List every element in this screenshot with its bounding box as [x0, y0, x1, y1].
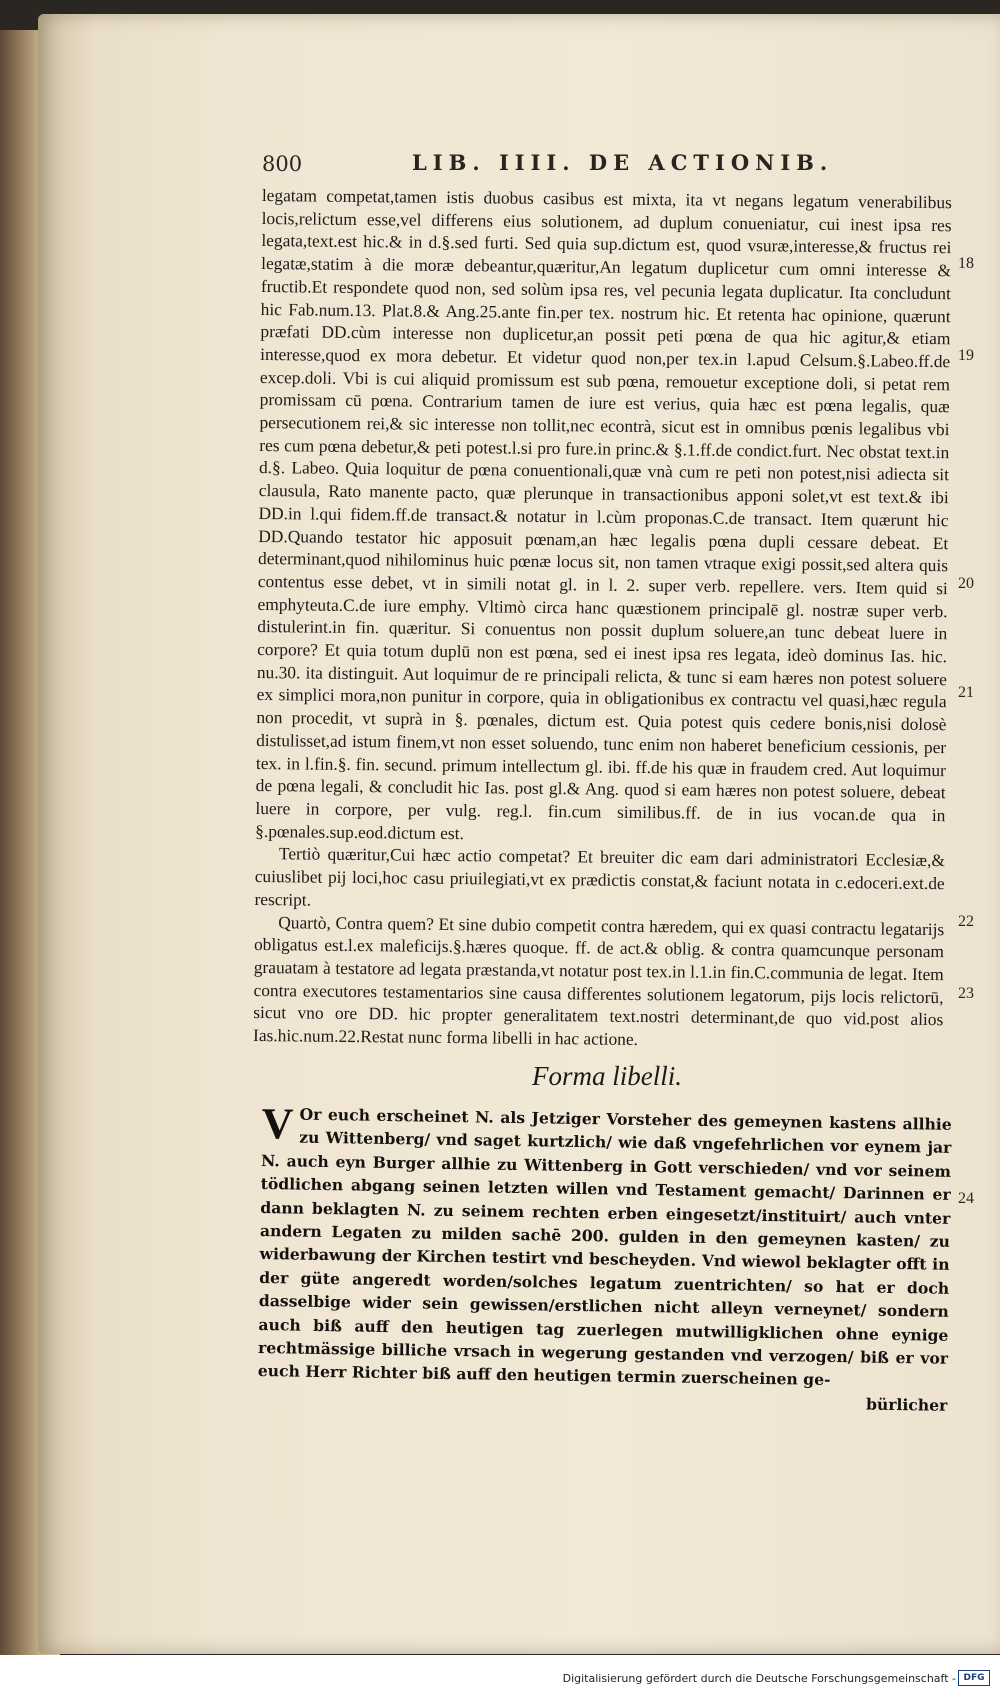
margin-number: 23 — [958, 985, 974, 1002]
catchword: bürlicher — [865, 1394, 948, 1415]
page-content — [252, 150, 952, 1415]
digitization-footer — [0, 1660, 1000, 1697]
latin-paragraph-1: legatam competat,tamen istis duobus casibus est mixta, ita vt negans legatum venerabilibus locis,relictum esse,vel differens eius solutionem, ad duplum conueniatur, cui inest ipsa res legata,text.est hic.& in d.§.sed furti. Sed quia sup.dictum est, quod vsuræ,interesse,& fructus rei legatæ,statim à die moræ debeantur,quæritur,An legatum duplicetur cum omni interesse & fructib.Et respondete quod non, sed solùm ipsa res, vel pecunia legata duplicatur. Ita concludunt hic Fab.num.13. Plat.8.& Ang.25.ante fin.per tex. nostrum hic. Et retenta hac opinione, quærunt præfati DD.cùm interesse non duplicetur,an possit peti pœna de qua hic agitur,& etiam interesse,quod ex mora debetur. Et videtur quod non,per tex.in l.apud Celsum.§.Labeo.ff.de excep.doli. Vbi is cui aliquid promissum est sub pœna, remouetur exceptione doli, si petat rem promissam cū pœna. Contrarium tamen de iure est verius, quia hæc est pœna legalis, quæ persecutionem rei,& sic interesse non tollit,nec econtrà, sicut est in omnibus pœnis legalibus vbi res cum pœna debetur,& peti potest.l.si pro fure.in princ.& §.1.ff.de condict.furt. Nec obstat text.in d.§. Labeo. Quia loquitur de pœna conuentionali,quæ vnà cum re peti non potest,nisi adiecta sit clausula, Rato manente pacto, quæ plerunque in transactionibus apponi solet,vt est text.& ibi DD.in l.qui fidem.ff.de transact.& notatur in l.cùm proponas.C.de transact. Item quærunt hic DD.Quando testator hic apposuit pœnam,an hæc legalis pœna dupli cessare debeat. Et determinant,quod nihilominus huic pœnæ locus sit, non tamen vtraque exigi possit,sed altera quis contentus esse debet, vt in simili notat gl. in l. 2. super verb. repellere. vers. Item quid si emphyteuta.C.de iure emphy. Vltimò circa hanc quæstionem principalē gl. nostræ super verb. distulerint.in fin. quæritur. Si conuentus non possit duplum soluere,an tunc debeat luere in corpore? Et quia totum duplū non est pœna, sed ei inest ipsa res legata, ideò dominus Ias. hic. nu.30. ita distinguit. Aut loquimur de re principali relicta, & tunc si eam hæres non potest soluere ex simplici mora,non punitur in corpore, quia in obligationibus ex contractu vel quasi,hæc regula non procedit, vt suprà in §. pœnales, dictum est. Quia potest quis cedere bonis,nisi dolosè distulisset,ad istum finem,vt non esset soluendo, tunc enim non haberet beneficium cessionis, per tex. in l.fin.§. fin. secund. primum intellectum gl. ibi. ff.de his quæ in fraudem cred. Aut loquimur de pœna legali, & concludit hic Ias. post gl.& Ang. quod si eam hæres non potest soluere, debeat luere in corpore, per vulg. reg.l. fin.cum similibus.ff. de in ius vocan.de qua in §.pœnales.sup.eod.dictum est. — [255, 184, 952, 843]
running-head-title: LIB. IIII. DE ACTIONIB. — [412, 150, 834, 175]
margin-number: 18 — [958, 255, 974, 272]
margin-number: 19 — [958, 347, 974, 364]
latin-paragraph-2: Tertiò quæritur,Cui hæc actio competat? Et breuiter dic eam dari administratori Ecclesiæ,& cuiuslibet pij loci,hoc casu priuilegiati,vt ex prædictis constat,& faciunt notata in c.edoceri.ext.de rescript. — [254, 843, 946, 910]
german-body: Or euch erscheinet N. als Jetziger Vorsteher des gemeynen kastens allhie zu Wittenberg/ vnd saget kurtzlich/ wie daß vngefehrlichen vor eynem jar N. auch eyn Burger allhie zu Wittenberg in Gott verschieden/ vnd vor seinem tödlichen abgang seinen letzten willen vnd Testament gemacht/ Darinnen er dann beklagten N. zu seinem rechten erben eingesetzt/instituirt/ auch vnter andern Legaten zu milden sachē 200. gulden in den gemeynen kasten/ zu widerbawung der Kirchen testirt vnd bescheyden. Vnd wiewol beklagter offt in der güte angeredt worden/solches legatum zuentrichten/ so hat er doch dasselbige wider sein gewissen/erstlichen nicht alleyn verneynet/ sondern auch biß auff den heutigen tag zuerlegen mutwilligklichen ohne eynige rechtmässige billiche vrsach in wegerung gestanden vnd verzogen/ biß er vor euch Herr Richter biß auff den heutigen termin zuerscheinen ge- — [257, 1104, 952, 1390]
margin-number: 24 — [958, 1190, 974, 1207]
drop-initial: V — [261, 1098, 294, 1149]
section-title: Forma libelli. — [532, 1060, 682, 1091]
margin-number: 22 — [958, 913, 974, 930]
margin-number: 20 — [958, 575, 974, 592]
latin-text-block — [253, 184, 952, 1054]
margin-number: 21 — [958, 684, 974, 701]
dfg-logo-icon: DFG — [958, 1670, 990, 1686]
footer-credit: Digitalisierung gefördert durch die Deutsche Forschungsgemeinschaft - — [562, 1672, 956, 1685]
folio-number: 800 — [262, 152, 303, 176]
running-head — [262, 150, 952, 180]
german-fraktur-text — [257, 1098, 952, 1417]
latin-paragraph-3: Quartò, Contra quem? Et sine dubio competit contra hæredem, qui ex quasi contractu legatarijs obligatus est.l.ex maleficijs.§.hæres quoque. ff. de act.& oblig. & contra quamcunque personam grauatam à testatore ad legata præstanda,vt notatur post tex.in l.1.in fin.C.communia de legat. Item contra executores testamentarios sine causa differentes solutionem legatorum, pijs locis relictorū, sicut vno ore DD. hic propter generalitatem text.nostri determinant,de quo vid.post alios Ias.hic.num.22.Restat nunc forma libelli in hac actione. — [252, 911, 945, 1049]
